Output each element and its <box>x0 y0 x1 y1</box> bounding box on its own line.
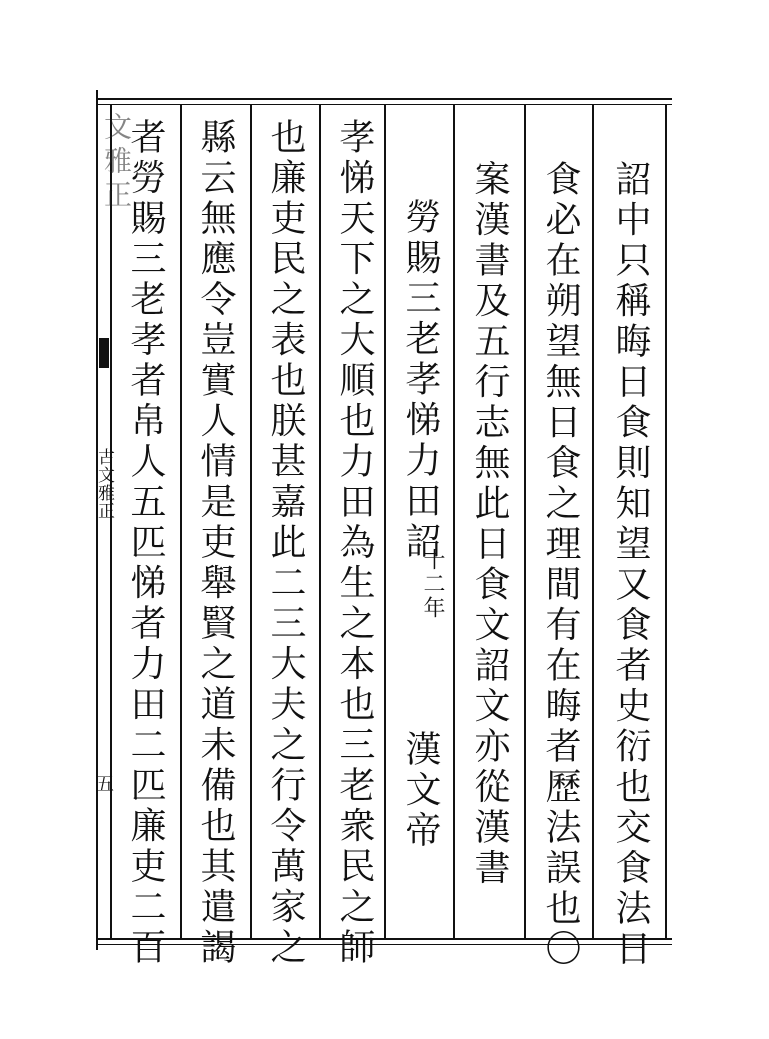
gutter-page-number: 五 <box>96 774 114 795</box>
column-divider <box>524 104 526 940</box>
bottom-border-line-inner <box>98 944 672 945</box>
text-column-6: 也廉吏民之表也朕甚嘉此二三大夫之行令萬家之 <box>265 118 306 969</box>
column-divider <box>384 104 386 940</box>
gutter-ghost-text: 文雅正 <box>100 112 133 214</box>
text-column-1: 詔中只稱晦日食則知望又食者史衍也交食法日 <box>610 160 651 970</box>
text-column-5: 孝悌天下之大順也力田為生之本也三老衆民之師 <box>334 118 375 969</box>
text-column-8: 者勞賜三老孝者帛人五匹悌者力田二匹廉吏二百 <box>125 118 166 969</box>
column-divider <box>453 104 455 940</box>
piece-title: 勞賜三老孝悌力田詔 <box>400 198 441 563</box>
column-divider <box>250 104 252 940</box>
text-column-3: 案漢書及五行志無此日食文詔文亦從漢書 <box>469 160 510 889</box>
year-note: 十二年 <box>420 548 445 620</box>
gutter-fishtail-mark <box>99 338 109 368</box>
column-divider <box>180 104 182 940</box>
text-column-7: 縣云無應令豈實人情是吏舉賢之道未備也其遣謁 <box>195 118 236 969</box>
gutter-outer-line <box>96 90 98 950</box>
top-border-line <box>98 98 672 100</box>
column-divider <box>665 104 667 940</box>
author-name: 漢文帝 <box>400 730 441 852</box>
gutter-book-title: 古文雅正 <box>94 448 114 520</box>
column-divider <box>592 104 594 940</box>
column-divider <box>319 104 321 940</box>
text-column-2: 食必在朔望無日食之理間有在晦者歷法誤也〇 <box>540 160 581 970</box>
column-divider <box>110 104 112 940</box>
